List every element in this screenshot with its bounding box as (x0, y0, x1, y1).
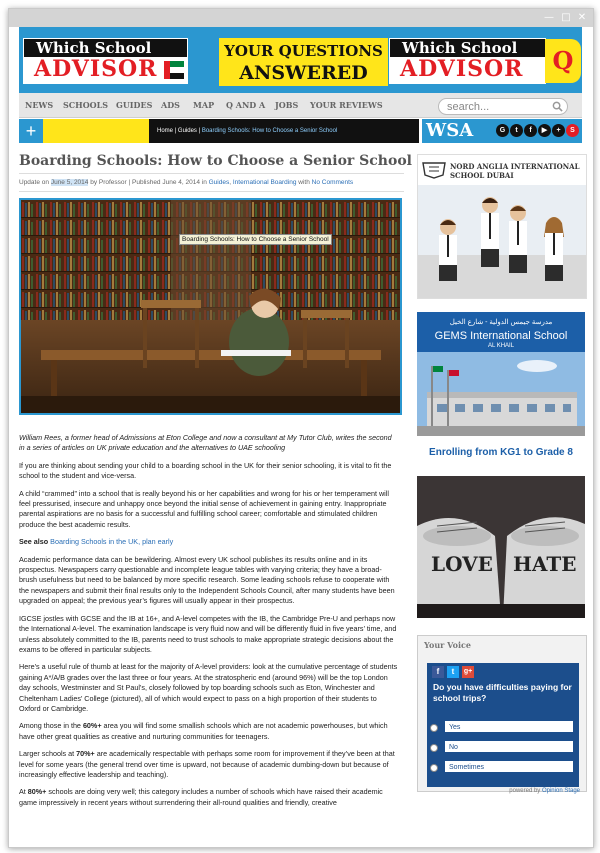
ad-hate-text: HATE (513, 552, 577, 576)
article-title: Boarding Schools: How to Choose a Senior School (19, 153, 412, 169)
meta-comments-link[interactable]: No Comments (311, 179, 354, 186)
students-photo (418, 185, 586, 298)
see-also-link[interactable]: Boarding Schools in the UK, plan early (50, 537, 174, 547)
ad-gems-arabic: مدرسة جيمس الدولية - شارع الخيل (449, 319, 553, 326)
main-nav (19, 93, 582, 118)
poll-powered-by (509, 788, 580, 794)
poll-question: Do you have difficulties paying for school trips? (433, 682, 572, 703)
see-also-label: See also (19, 537, 51, 547)
twitter-icon[interactable]: t (510, 124, 523, 137)
wsa-bar (422, 119, 582, 143)
poll-widget (417, 635, 587, 792)
bold-stat: 60%+ (82, 721, 102, 731)
qa-badge: Q (545, 39, 581, 83)
meta-by: by Professor | Published June 4, 2014 in (88, 179, 209, 186)
meta-comma: , (229, 179, 233, 186)
meta-with: with (296, 179, 312, 186)
breadcrumb-guides[interactable]: Guides (177, 128, 197, 134)
promo-line-2: ANSWERED (239, 62, 368, 84)
divider (19, 173, 404, 174)
bold-stat: 80%+ (27, 787, 47, 797)
twitter-share-icon[interactable]: t (447, 666, 459, 678)
bold-stat: 70%+ (76, 749, 95, 759)
powered-prefix: powered by (509, 788, 542, 794)
poll-option-yes[interactable]: Yes (444, 720, 574, 733)
facebook-icon[interactable]: f (524, 124, 537, 137)
poll-box (427, 663, 579, 787)
minimize-icon[interactable]: — (544, 12, 554, 23)
paragraph: If you are thinking about sending your child to a boarding school in the UK for their senior schooling, it is vital to fit the school to the student and vice-versa. (19, 460, 392, 481)
ad-love-hate[interactable] (417, 476, 585, 618)
breadcrumb-home[interactable]: Home (157, 128, 174, 134)
promo-line-1: YOUR QUESTIONS (224, 42, 383, 60)
sneakers-photo (417, 476, 585, 618)
googleplus-icon[interactable]: + (552, 124, 565, 137)
nav-news[interactable]: NEWS (25, 100, 54, 110)
poll-option-no[interactable]: No (444, 740, 574, 753)
ad-gems-name: GEMS International School (434, 330, 568, 342)
stumbleupon-icon[interactable]: S (566, 124, 579, 137)
window-titlebar (9, 9, 593, 27)
breadcrumb-sep: | (196, 128, 202, 134)
divider (19, 191, 404, 192)
qa-logo-line-1: Which School (390, 39, 545, 57)
search-icon[interactable] (552, 101, 563, 112)
meta-update-date: June 5, 2014 (50, 179, 89, 186)
qa-promo-banner[interactable] (219, 38, 388, 86)
paragraph (19, 749, 399, 780)
text: area you will find some smallish schools which are not academic powerhouses, but which have other great qualities as creative and nurturing communities for teenagers. (19, 721, 388, 741)
poll-heading: Your Voice (424, 640, 471, 650)
youtube-icon[interactable]: ▶ (538, 124, 551, 137)
close-icon[interactable]: ✕ (577, 12, 587, 23)
paragraph: Academic performance data can be bewildering. Almost every UK school publishes its results online and in its prospectus. Newspapers carry questionable and incomplete league tables with varying criteria; they have a broad-brush usefulness but need to be balanced by more specific research. Some leading schools refuse to cooperate with the newspapers and submit their final results only to the Independent Schools Council, after many students have been upgraded on appeal; the previous year’s figures will usually appear in their prospectus. (19, 554, 395, 606)
article-intro: William Rees, a former head of Admissions at Eton College and now a consultant at My Tutor Club, writes the second in a series of articles on UK private education and the alternatives to UAE schooling (19, 433, 392, 453)
poll-radio-yes[interactable] (430, 724, 438, 732)
paragraph: Here’s a useful rule of thumb at least for the majority of A-level providers: look at the cumulative percentage of students gaining A*/A/B grades over the last three or four years. At the stratospheric end (around 96%) will be the top London day schools, Westminster and St Paul’s, closely followed by top boarding schools such as Eton, Winchester and Cheltenham Ladies’ College (pictured), all of which would expect to pass on a high proportion of their students to Oxford or Cambridge. (19, 662, 398, 713)
article-meta (19, 179, 404, 186)
paragraph: IGCSE jostles with GCSE and the IB at 16+, and A-level competes with the IB, the Cambridge Pre-U and perhaps now the International A-level. The examination landscape is very fluid now and will be differently fluid in five years’ time, and unless absolutely committed to the IB, parents need to trust schools to make appropriate strategic decisions about the exams to be offered in particular subjects. (19, 613, 397, 654)
breadcrumb-current: Boarding Schools: How to Choose a Senior School (201, 128, 338, 134)
paragraph: A child “crammed” into a school that is really beyond his or her capabilities and wrong for his or her temperament will feel pressurised, insecure and unhappy once beyond the initial sense of achievement in gaining entry. Inappropriate parental aspirations are no basis for a successful and fulfilling school career; comfortable and stimulated children produce the best academic results. (19, 488, 389, 529)
nav-jobs[interactable]: JOBS (275, 100, 299, 110)
meta-category-guides[interactable]: Guides (208, 179, 230, 186)
browser-window (8, 8, 594, 848)
breadcrumb-sep: | (173, 128, 178, 134)
school-building-photo (417, 352, 585, 436)
poll-radio-no[interactable] (430, 744, 438, 752)
poll-option-sometimes[interactable]: Sometimes (444, 760, 574, 773)
library-photo (21, 200, 400, 413)
logo-line-1: Which School (24, 39, 187, 57)
poll-radio-sometimes[interactable] (430, 764, 438, 772)
powered-brand-link[interactable]: Opinion Stage (541, 788, 580, 794)
ad-gems-sub: AL KHAIL (487, 343, 515, 349)
see-also (19, 537, 399, 547)
wsa-logo[interactable]: WSA (426, 120, 474, 141)
search-input[interactable]: search... (438, 98, 568, 115)
text: schools are doing very well; this category includes a number of schools which have raised their academic game impressively in recent years without surrendering their all-round qualities and friendly, creative (19, 787, 383, 807)
nav-q-and-a[interactable]: Q AND A (226, 100, 266, 110)
image-caption: Boarding Schools: How to Choose a Senior School (179, 234, 332, 245)
meta-prefix: Update on (19, 179, 51, 186)
text: At (19, 787, 28, 797)
article-hero-image (19, 198, 402, 415)
qa-logo[interactable] (389, 38, 546, 84)
nav-map[interactable]: MAP (193, 100, 215, 110)
text: Larger schools at (19, 749, 77, 759)
text: Among those in the (19, 721, 83, 731)
logo-line-2: ADVISOR (34, 56, 158, 82)
sub-bar (19, 119, 419, 143)
meta-category-boarding[interactable]: International Boarding (232, 179, 297, 186)
paragraph (19, 721, 399, 742)
paragraph (19, 787, 399, 808)
nav-your-reviews[interactable]: YOUR REVIEWS (310, 100, 383, 110)
ad-love-text: LOVE (431, 552, 493, 576)
maximize-icon[interactable]: □ (561, 12, 571, 23)
article-body (19, 433, 399, 815)
nav-guides[interactable]: GUIDES (116, 100, 153, 110)
highlight-strip (43, 119, 149, 143)
ad-nord-anglia[interactable] (417, 154, 587, 299)
text: are academically respectable with perhaps some room for improvement if they’ve been at that level for some years (the general trend over time is upward, not because of academic dumbing-down but because of increasingly effective leadership and teaching). (19, 749, 395, 779)
plus-button[interactable]: + (19, 119, 43, 143)
facebook-share-icon[interactable]: f (432, 666, 444, 678)
google-icon[interactable]: G (496, 124, 509, 137)
breadcrumb (149, 119, 419, 143)
qa-logo-line-2: ADVISOR (400, 56, 524, 82)
site-logo[interactable] (23, 38, 188, 84)
site-header (19, 27, 582, 93)
ad-nord-anglia-name: NORD ANGLIA INTERNATIONAL SCHOOL DUBAI (450, 162, 580, 180)
crest-icon (421, 159, 447, 179)
uae-flag-icon (164, 61, 184, 79)
googleplus-share-icon[interactable]: g+ (462, 666, 474, 678)
ad-gems-tagline: Enrolling from KG1 to Grade 8 (417, 436, 585, 470)
nav-ads[interactable]: ADS (161, 100, 180, 110)
ad-gems[interactable] (417, 312, 585, 470)
nav-schools[interactable]: SCHOOLS (63, 100, 109, 110)
